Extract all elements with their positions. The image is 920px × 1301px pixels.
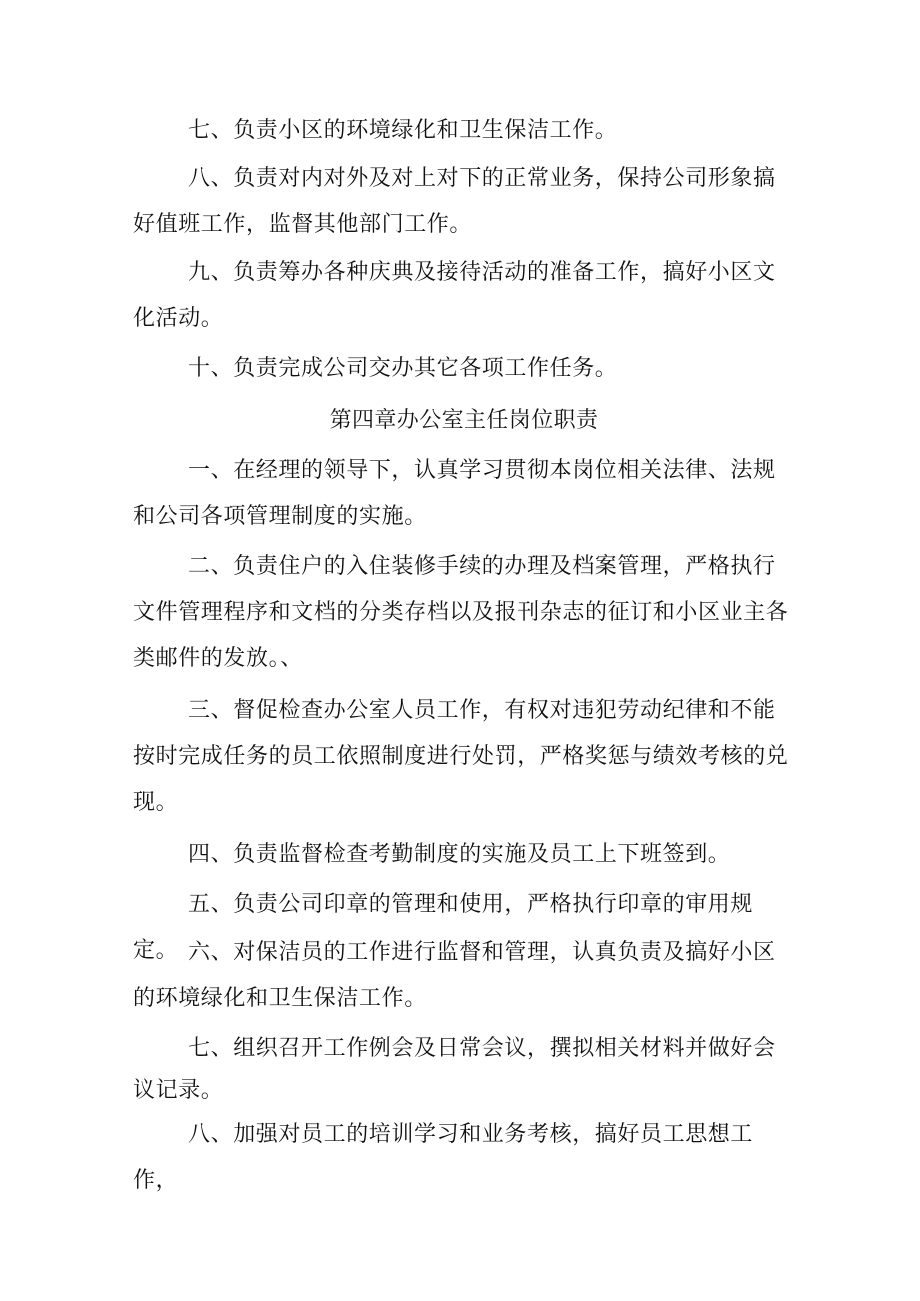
paragraph-director-duty-6: 六、对保洁员的工作进行监督和管理，认真负责及搞好小区的环境绿化和卫生保洁工作。 [133, 940, 776, 1011]
paragraph-director-duty-8: 八、加强对员工的培训学习和业务考核，搞好员工思想工作， [133, 1122, 754, 1193]
paragraph-duty-10: 十、负责完成公司交办其它各项工作任务。 [188, 356, 618, 381]
paragraph-duty-9: 九、负责筹办各种庆典及接待活动的准备工作，搞好小区文化活动。 [133, 260, 776, 331]
paragraph-duty-8: 八、负责对内对外及对上对下的正常业务，保持公司形象搞好值班工作，监督其他部门工作。 [133, 166, 776, 237]
paragraph-director-duty-5: 五、负责公司印章的管理和使用，严格执行印章的审用规定。 [133, 892, 754, 963]
paragraph-director-duty-3: 三、督促检查办公室人员工作，有权对违犯劳动纪律和不能按时完成任务的员工依照制度进行处罚，严格奖惩与绩效考核的兑现。 [133, 698, 789, 815]
paragraph-duty-7: 七、负责小区的环境绿化和卫生保洁工作。 [188, 118, 618, 143]
paragraph-director-duty-2: 二、负责住户的入住装修手续的办理及档案管理，严格执行文件管理程序和文档的分类存档以及报刊杂志的征订和小区业主各类邮件的发放。、 [133, 554, 789, 671]
chapter-heading: 第四章办公室主任岗位职责 [329, 408, 599, 433]
paragraph-director-duty-1: 一、在经理的领导下，认真学习贯彻本岗位相关法律、法规和公司各项管理制度的实施。 [133, 458, 776, 529]
paragraph-director-duty-4: 四、负责监督检查考勤制度的实施及员工上下班签到。 [188, 842, 731, 867]
paragraph-director-duty-7: 七、组织召开工作例会及日常会议，撰拟相关材料并做好会议记录。 [133, 1036, 776, 1103]
